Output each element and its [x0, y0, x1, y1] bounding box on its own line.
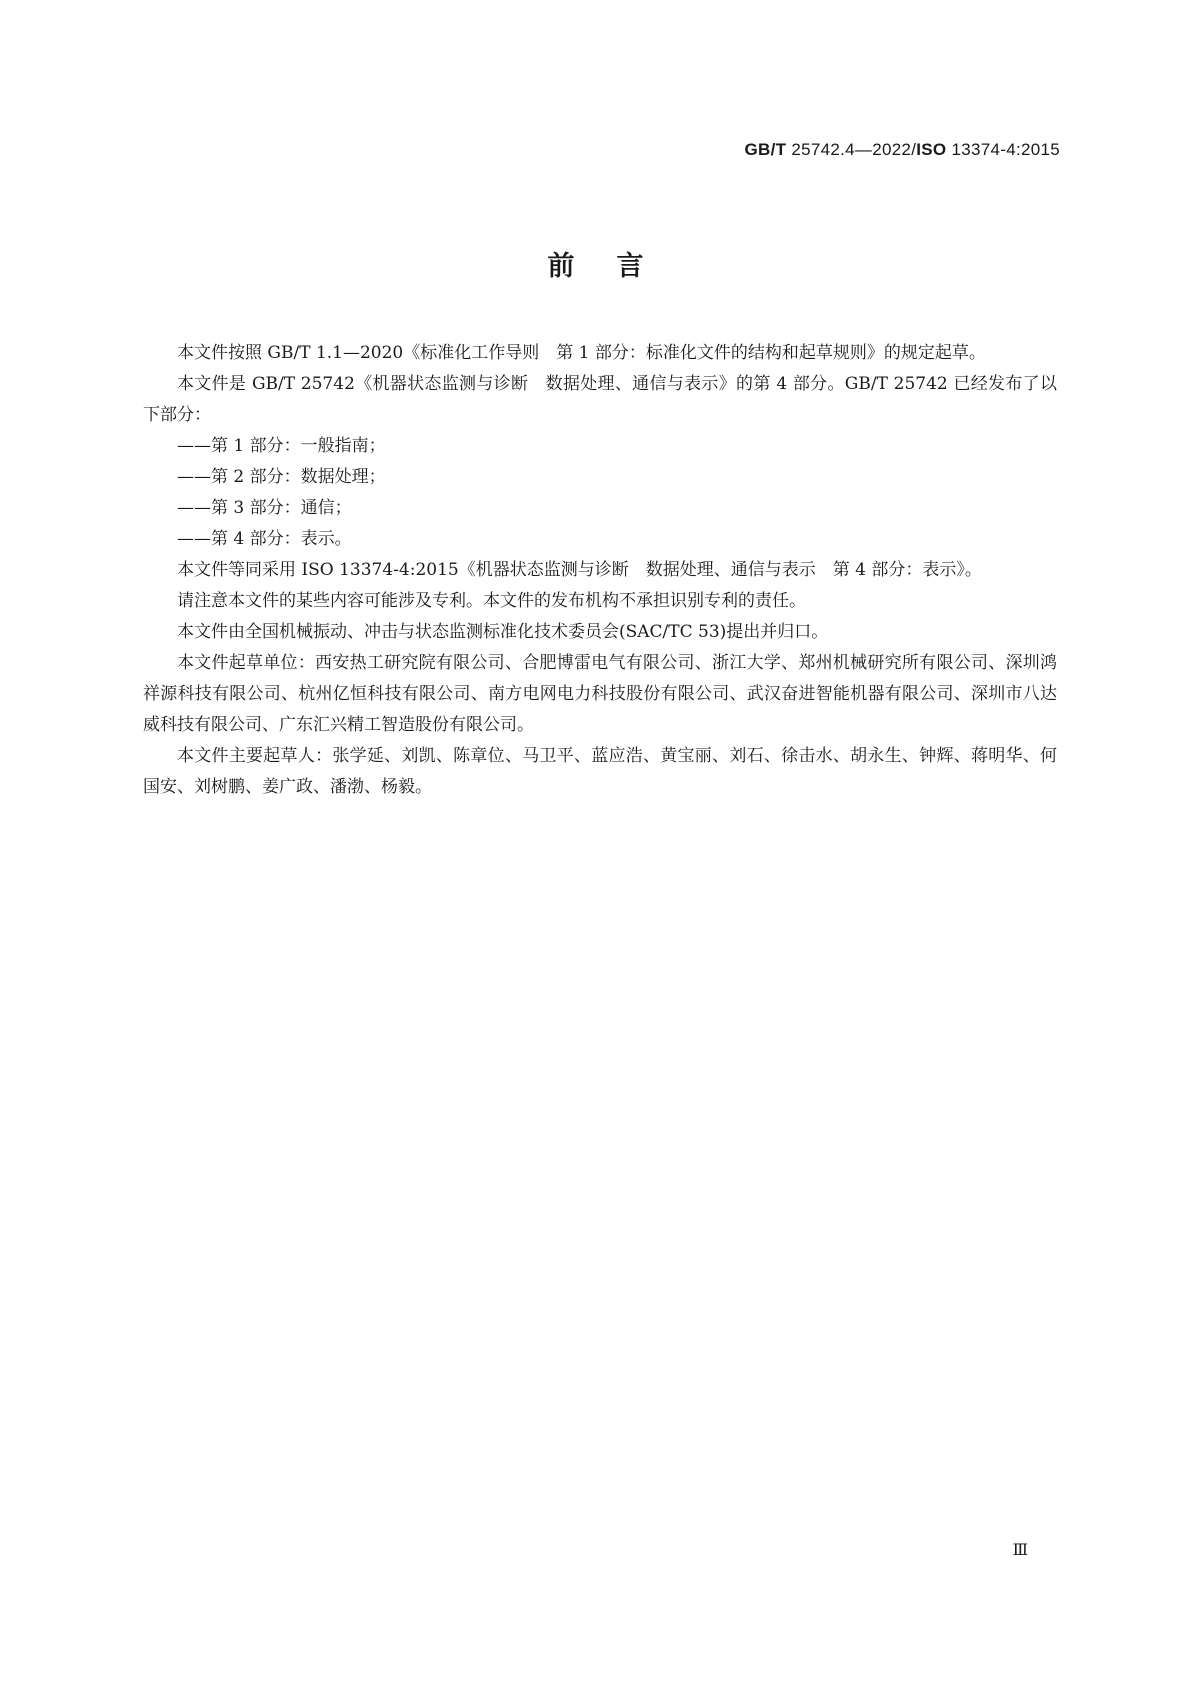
- paragraph-iso-adoption: 本文件等同采用 ISO 13374-4:2015《机器状态监测与诊断 数据处理、通信与表示 第 4 部分：表示》。: [177, 560, 982, 580]
- paragraph-drafting-rules: 本文件按照 GB/T 1.1—2020《标准化工作导则 第 1 部分：标准化文件的结构和起草规则》的规定起草。: [177, 343, 986, 363]
- standard-code-header: [745, 140, 1060, 160]
- list-item-part-3: ——第 3 部分：通信；: [177, 498, 352, 518]
- paragraph-drafters: 本文件主要起草人：张学延、刘凯、陈章位、马卫平、蓝应浩、黄宝丽、刘石、徐击水、胡永生、钟辉、蒋明华、何国安、刘树鹏、姜广政、潘渤、杨毅。: [143, 746, 1057, 797]
- standard-code-prefix: GB/T: [744, 140, 787, 159]
- iso-code-prefix: ISO: [916, 140, 947, 159]
- iso-code-number: 13374-4:2015: [946, 140, 1060, 159]
- standard-code-number: 25742.4—2022/: [786, 140, 917, 159]
- list-item-part-2: ——第 2 部分：数据处理；: [177, 467, 386, 487]
- foreword-body: [143, 338, 1057, 803]
- paragraph-drafting-units: 本文件起草单位：西安热工研究院有限公司、合肥博雷电气有限公司、浙江大学、郑州机械研究所有限公司、深圳鸿祥源科技有限公司、杭州亿恒科技有限公司、南方电网电力科技股份有限公司、武汉奋进智能机器有限公司、深圳市八达威科技有限公司、广东汇兴精工智造股份有限公司。: [143, 653, 1057, 735]
- list-item-part-4: ——第 4 部分：表示。: [177, 529, 352, 549]
- paragraph-committee: 本文件由全国机械振动、冲击与状态监测标准化技术委员会(SAC/TC 53)提出并归口。: [177, 622, 829, 642]
- list-item-part-1: ——第 1 部分：一般指南；: [177, 436, 386, 456]
- paragraph-patent-notice: 请注意本文件的某些内容可能涉及专利。本文件的发布机构不承担识别专利的责任。: [177, 591, 806, 611]
- page-number: Ⅲ: [1012, 1542, 1028, 1559]
- paragraph-series-intro: 本文件是 GB/T 25742《机器状态监测与诊断 数据处理、通信与表示》的第 4 部分。GB/T 25742 已经发布了以下部分：: [143, 374, 1057, 425]
- page-title: 前言: [547, 251, 686, 282]
